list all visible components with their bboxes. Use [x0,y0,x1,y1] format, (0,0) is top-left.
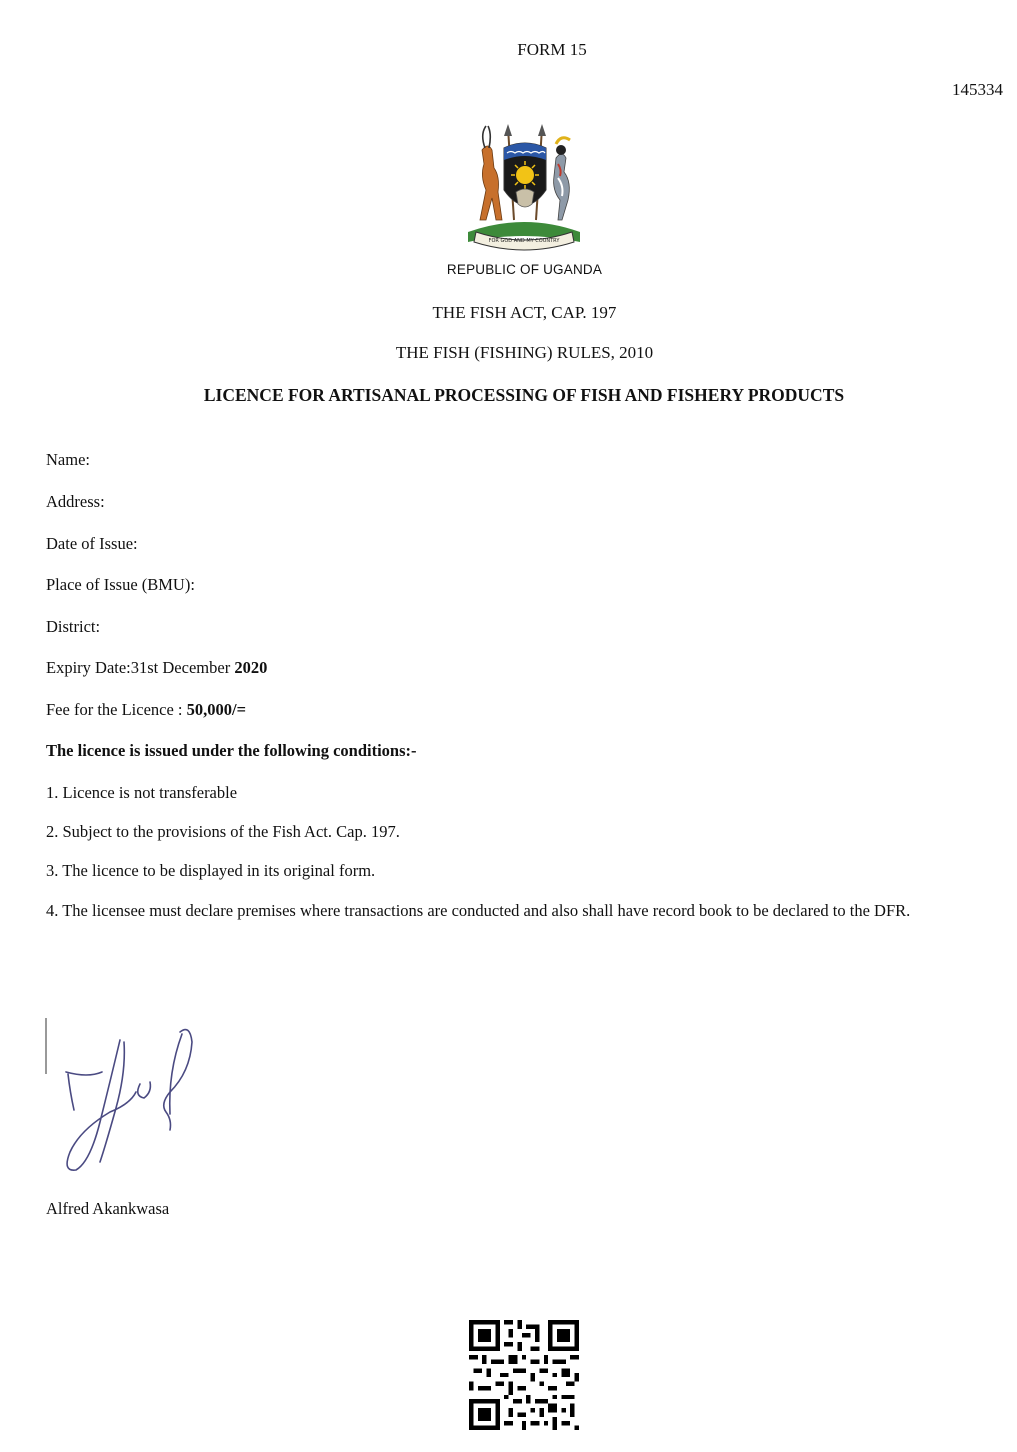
licence-title: LICENCE FOR ARTISANAL PROCESSING OF FISH AND FISHERY PRODUCTS [203,385,845,405]
act-title: THE FISH ACT, CAP. 197 [432,303,617,322]
coat-of-arms-emblem [458,120,590,258]
condition-item: 3. The licence to be displayed in its original form. [46,861,376,880]
qr-code [469,1320,579,1430]
name-field-label: Name: [46,450,90,469]
fee-row [46,700,246,720]
expiry-date-row [46,658,267,678]
emblem-motto: FOR GOD AND MY COUNTRY [488,238,560,244]
district-label: District: [46,617,101,636]
conditions-heading: The licence is issued under the following conditions:- [46,741,417,760]
republic-label: REPUBLIC OF UGANDA [446,262,603,277]
place-of-issue-label: Place of Issue (BMU): [46,575,195,594]
date-of-issue-label: Date of Issue: [46,534,138,553]
form-number: FORM 15 [517,40,587,59]
condition-item: 4. The licensee must declare premises where transactions are conducted and also shall have record book to be declared to the DFR. [46,901,911,920]
expiry-year: 2020 [234,658,268,677]
address-field-label: Address: [46,492,105,511]
fee-value: 50,000/= [186,700,247,719]
rules-title: THE FISH (FISHING) RULES, 2010 [395,343,654,362]
condition-item: 2. Subject to the provisions of the Fish Act. Cap. 197. [46,822,400,841]
fee-label: Fee for the Licence : [46,700,183,719]
signatory-name: Alfred Akankwasa [46,1199,170,1218]
condition-item: 1. Licence is not transferable [46,783,238,802]
handwritten-signature [40,1012,210,1182]
expiry-date-label: Expiry Date:31st December [46,658,231,677]
serial-number: 145334 [952,80,1003,99]
